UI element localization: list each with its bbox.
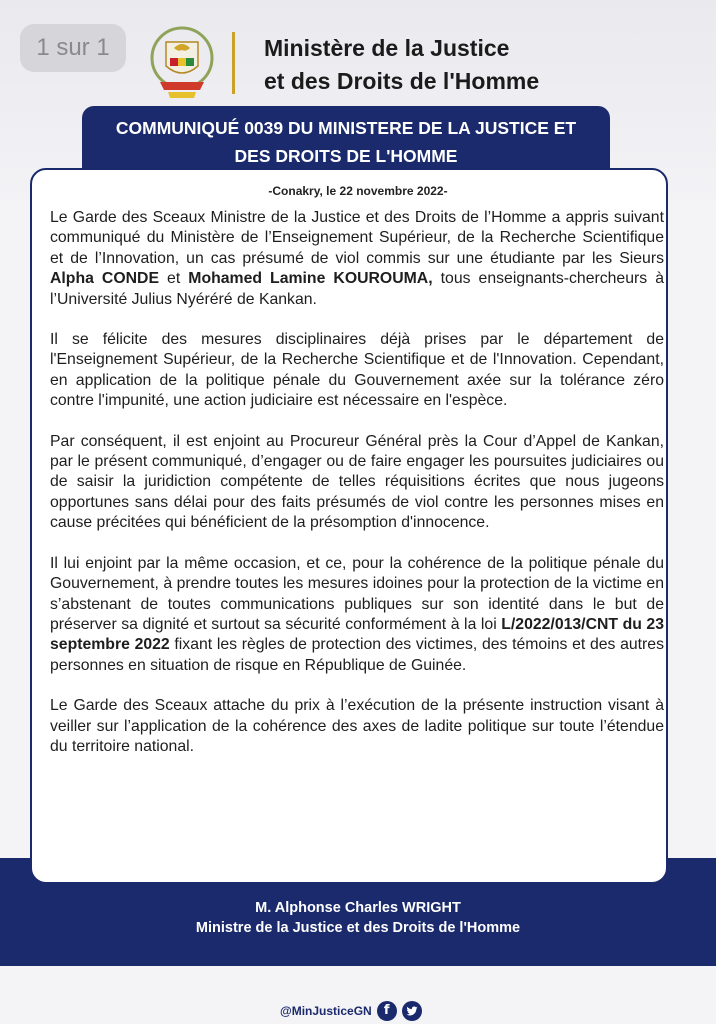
paragraph-1: Le Garde des Sceaux Ministre de la Justice et des Droits de l’Homme a appris suivant communiqué du Ministère de l’Enseignement Supérieur, de la Recherche Scientifique et de l’Innovation, un cas présumé de viol commis sur une étudiante par les Sieurs Alpha CONDE et Mohamed Lamine KOUROUMA, tous enseignants-chercheurs à l’Université Julius Nyéréré de Kankan. <box>50 209 665 308</box>
title-line-1: COMMUNIQUÉ 0039 DU MINISTERE DE LA JUSTICE ET <box>115 118 577 138</box>
person-name-2: Mohamed Lamine KOUROUMA, <box>188 270 433 288</box>
page-indicator: 1 sur 1 <box>20 24 126 72</box>
title-line-2: DES DROITS DE L'HOMME <box>234 146 458 166</box>
ministry-line-2: et des Droits de l'Homme <box>264 68 540 94</box>
paragraph-3: Par conséquent, il est enjoint au Procureur Général près la Cour d’Appel de Kankan, par le présent communiqué, d’engager ou de faire engager les poursuites judiciaires ou de saisir la juridiction compétente de telles réquisitions écrites que nous jugeons opportunes sans délai pour des faits présumés de viol contre les personnes mises en cause précitées qui bénéficient de la présomption d'innocence. <box>50 432 664 532</box>
guinea-coat-of-arms-icon <box>146 22 218 102</box>
header-divider <box>232 32 235 94</box>
paragraph-4: Il lui enjoint par la même occasion, et ce, pour la cohérence de la politique pénale du Gouvernement, à prendre toutes les mesures idoines pour la protection de la victime en s’abstenant de toutes communications publiques sur son identité dans le but de préserver sa dignité et surtout sa sécurité conformément à la loi L/2022/013/CNT du 23 septembre 2022 fixant les règles de protection des victimes, des témoins et des autres personnes en situation de risque en République de Guinée. <box>50 554 664 674</box>
social-handle[interactable]: @MinJusticeGN <box>280 1004 372 1018</box>
ministry-name <box>264 32 684 98</box>
signatory-title: Ministre de la Justice et des Droits de l'Homme <box>195 920 521 936</box>
paragraph-5: Le Garde des Sceaux attache du prix à l’exécution de la présente instruction visant à veiller sur l’application de la cohérence des axes de ladite politique sur toute l’étendue du territoire national. <box>50 697 664 755</box>
facebook-icon[interactable]: f <box>377 1001 397 1021</box>
ministry-line-1: Ministère de la Justice <box>264 35 510 61</box>
twitter-icon[interactable] <box>402 1001 422 1021</box>
dateline: -Conakry, le 22 novembre 2022- <box>268 184 448 198</box>
signatory-name: M. Alphonse Charles WRIGHT <box>255 900 461 916</box>
social-footer <box>280 1000 422 1022</box>
person-name-1: Alpha CONDE <box>50 270 159 288</box>
signature-block <box>0 898 716 938</box>
paragraph-2: Il se félicite des mesures disciplinaires déjà prises par le département de l'Enseignement Supérieur, de la Recherche Scientifique et de l'Innovation. Cependant, en application de la politique pénale du Gouvernement axée sur la tolérance zéro contre l'impunité, une action judiciaire est nécessaire en l'espèce. <box>50 331 664 410</box>
law-reference: L/2022/013/CNT du 23 septembre 2022 <box>50 615 664 654</box>
communique-body <box>50 208 664 777</box>
communique-title-banner <box>82 106 610 168</box>
